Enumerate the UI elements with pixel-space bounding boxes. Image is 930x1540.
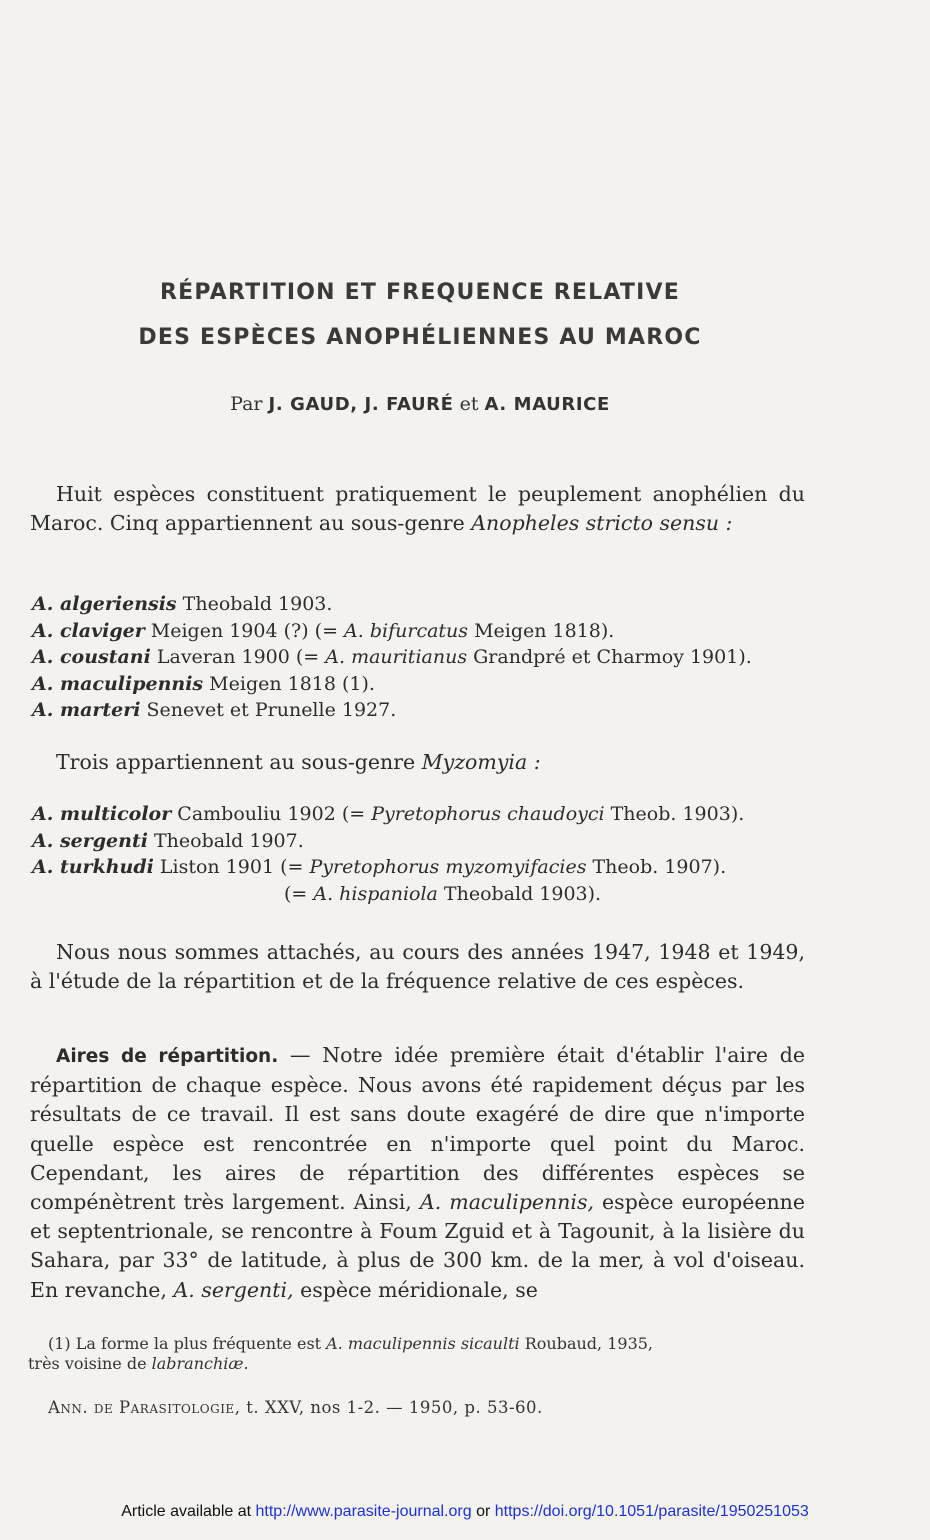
species-item: A. sergenti Theobald 1907. [32,829,304,852]
species-synonym-line: (= A. hispaniola Theobald 1903). [284,882,602,905]
intro-text: Huit espèces constituent pratiquement le peuplement anophélien du Maroc. Cinq appartiennent au sous-genre [30,482,805,536]
authors-conjunction: et [459,393,479,415]
species-item: A. marteri Senevet et Prunelle 1927. [32,699,397,722]
species-item: A. multicolor Cambouliu 1902 (= Pyretophorus chaudoyci Theob. 1903). [32,803,745,825]
species-list-anopheles [32,591,822,724]
author-line [0,393,840,415]
intro-paragraph [30,480,805,538]
section-heading: Aires de répartition. [56,1046,279,1067]
species-list-myzomyia [32,801,822,907]
journal-link[interactable]: http://www.parasite-journal.org [255,1503,472,1520]
doi-link[interactable]: https://doi.org/10.1051/parasite/1950251053 [494,1503,809,1520]
intro-subgenus: Anopheles stricto sensu : [471,511,733,536]
journal-citation: Ann. de Parasitologie, t. XXV, nos 1-2. — 1950, p. 53-60. [48,1398,543,1417]
species-item: A. algeriensis Theobald 1903. [32,593,333,615]
authors-prefix: Par [230,393,263,415]
article-title-line-2: DES ESPÈCES ANOPHÉLIENNES AU MAROC [138,325,702,350]
species-item: A. coustani Laveran 1900 (= A. mauritianus Grandpré et Charmoy 1901). [32,646,752,669]
species-item: A. claviger Meigen 1904 (?) (= A. bifurcatus Meigen 1818). [32,619,615,642]
article-title-line-1: RÉPARTITION ET FREQUENCE RELATIVE [160,280,680,305]
footnote: (1) La forme la plus fréquente est A. maculipennis sicaulti Roubaud, 1935, très voisine de labranchiæ. [28,1334,654,1373]
species-item: A. maculipennis Meigen 1818 (1). [32,672,375,695]
availability-footer: Article available at http://www.parasite-journal.org or https://doi.org/10.1051/parasite/1950251053 [121,1503,809,1520]
aires-paragraph: Aires de répartition. — Notre idée première était d'établir l'aire de répartition de chaque espèce. Nous avons été rapidement déçus par les résultats de ce travail. Il est sans doute exagéré de dire que n'importe quelle espèce est rencontrée en n'importe quel point du Maroc. Cependant, les aires de répartition des différentes espèces se compénètrent très largement. Ainsi, A. maculipennis, espèce européenne et septentrionale, se rencontre à Foum Zguid et à Tagounit, à la lisière du Sahara, par 33° de latitude, à plus de 300 km. de la mer, à vol d'oiseau. En revanche, A. sergenti, espèce méridionale, se [30,1043,806,1302]
authors-last: A. MAURICE [484,394,610,415]
species-item: A. turkhudi Liston 1901 (= Pyretophorus myzomyifacies Theob. 1907). [32,856,727,879]
study-paragraph: Nous nous sommes attachés, au cours des années 1947, 1948 et 1949, à l'étude de la répartition et de la fréquence relative de ces espèces. [30,940,805,994]
authors-names: J. GAUD, J. FAURÉ [268,394,454,415]
myzomyia-intro: Trois appartiennent au sous-genre Myzomyia : [56,750,541,774]
